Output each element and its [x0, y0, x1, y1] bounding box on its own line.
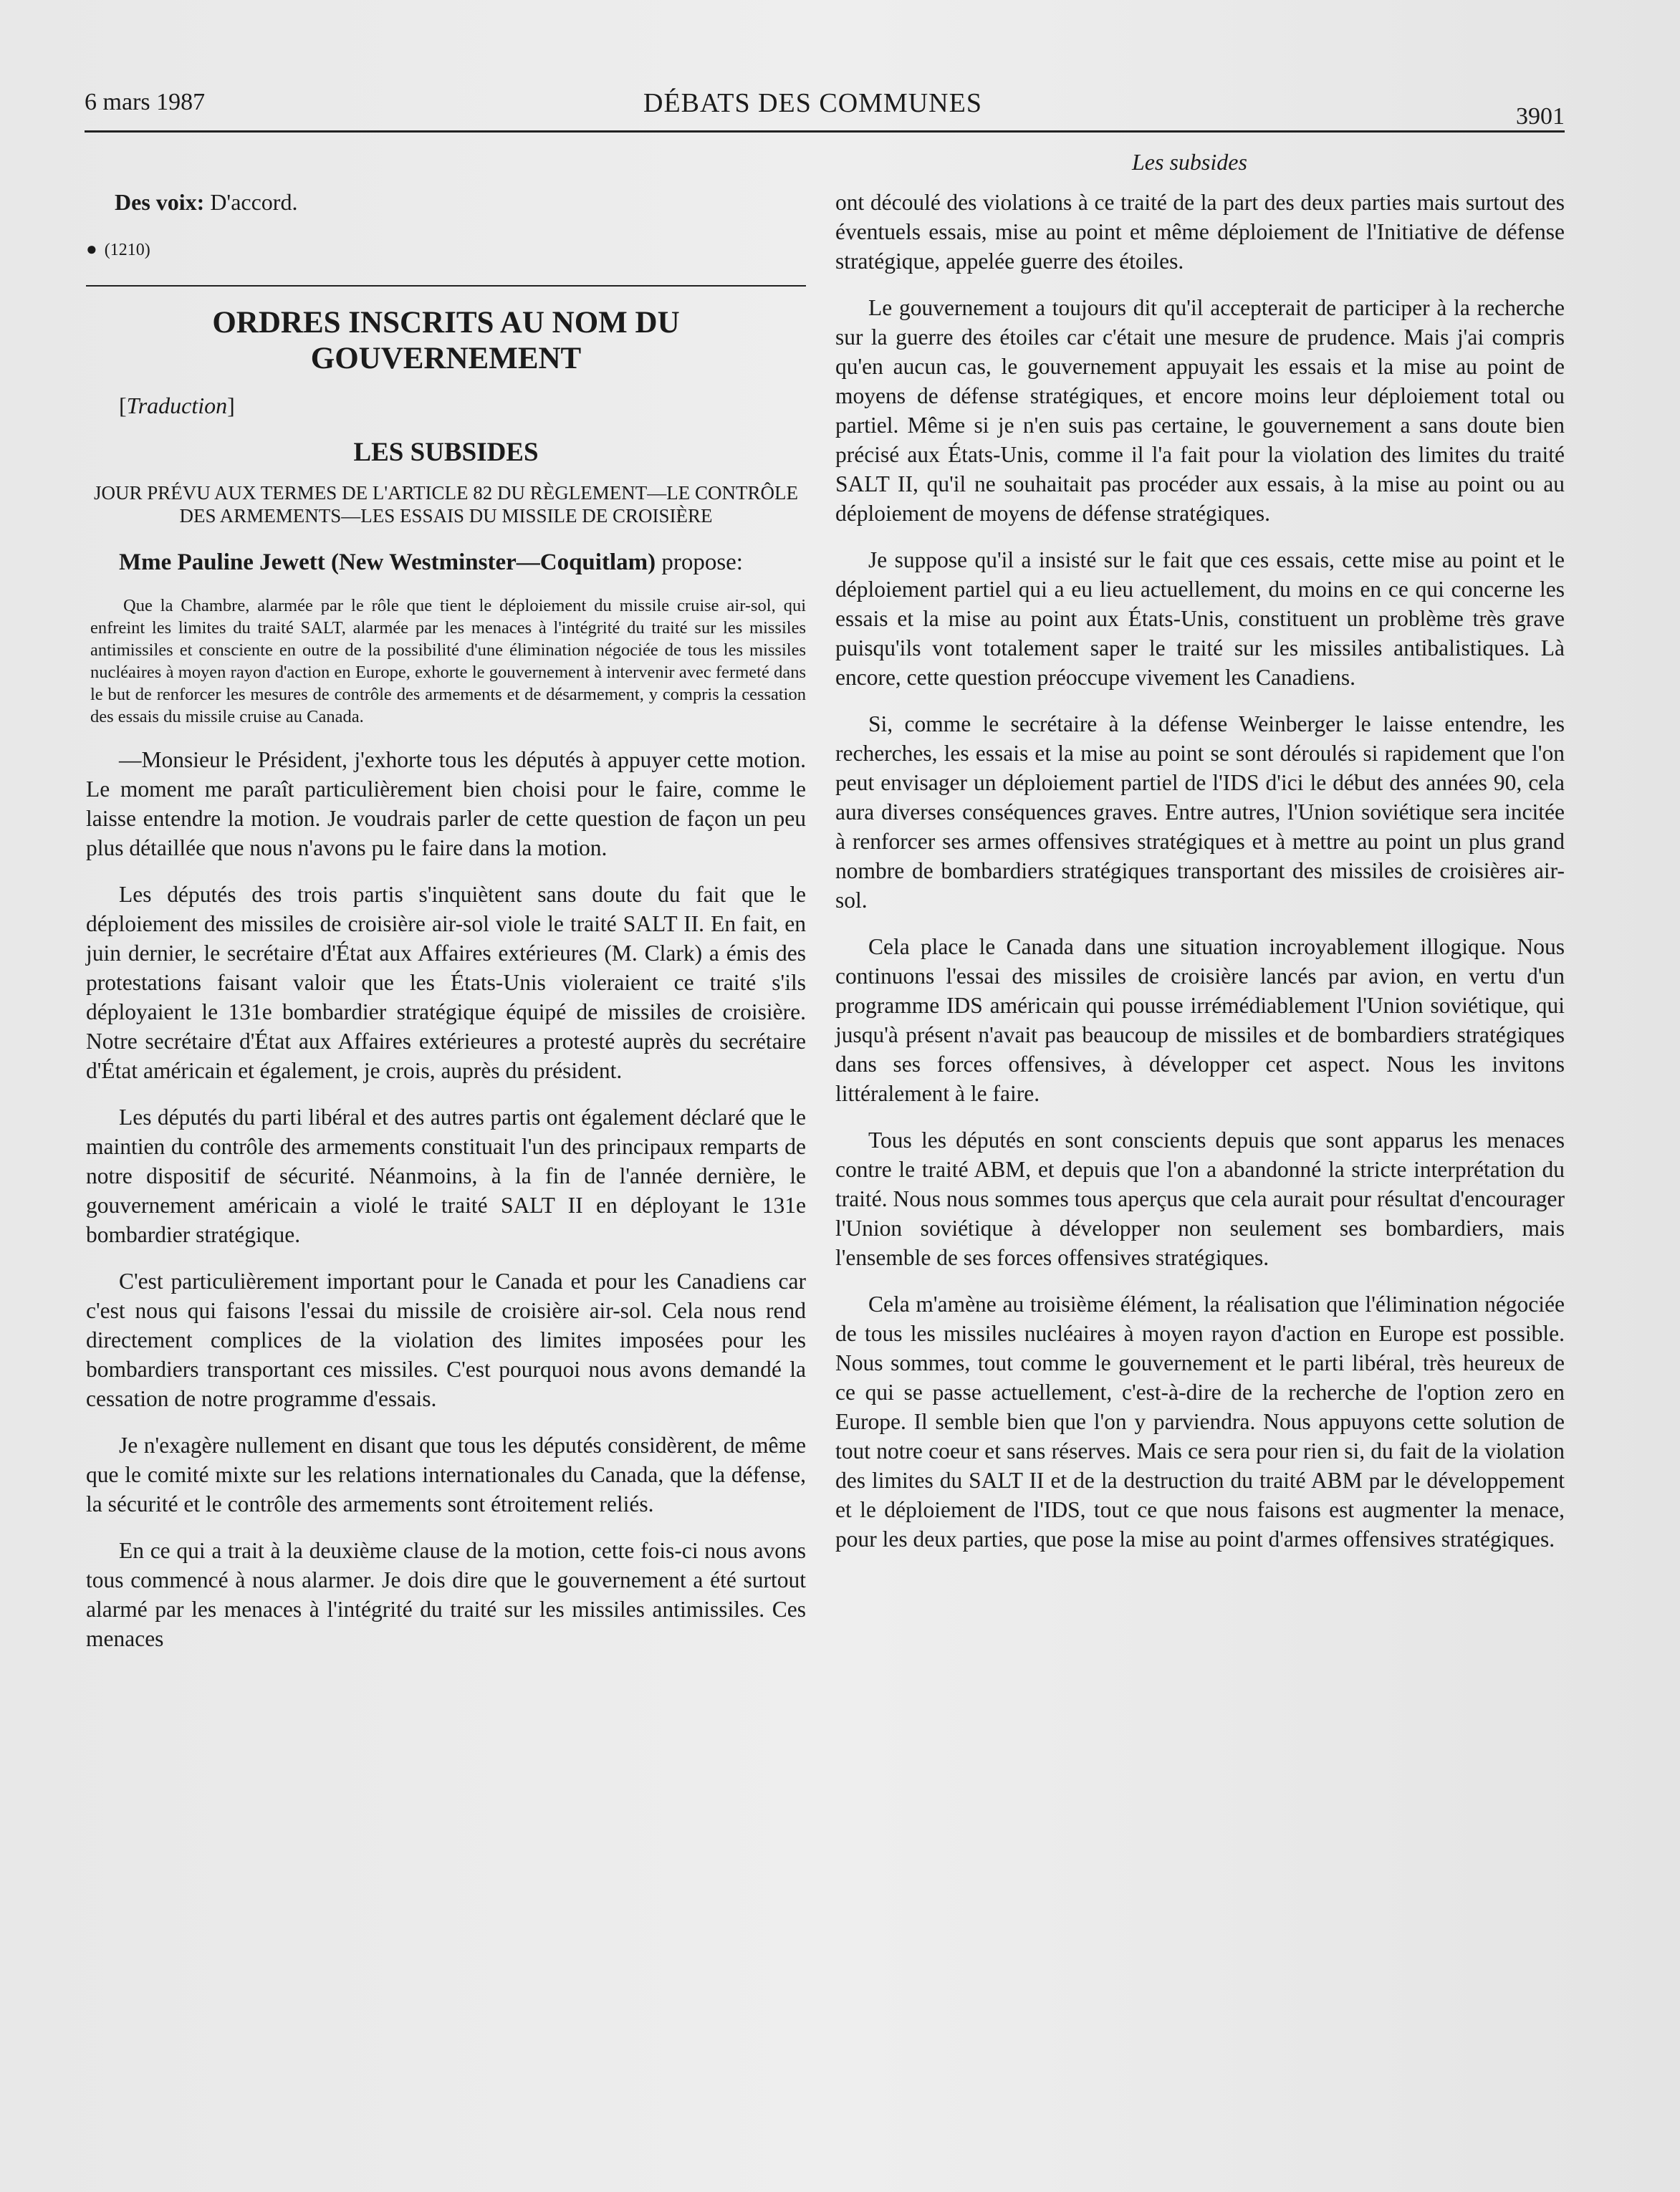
page-number: 3901	[1516, 103, 1565, 130]
paragraph: Cela place le Canada dans une situation incroyablement illogique. Nous continuons l'essai des missiles de croisière lancés par avion, en vertu d'un programme IDS américain qui pousse irrémédiablement l'Union soviétique, qui jusqu'à présent n'avait pas beaucoup de missiles et de bombardiers stratégiques dans ses forces offensives, à développer cet aspect. Nous les invitons littéralement à le faire.	[835, 934, 1565, 1106]
paragraph: Le gouvernement a toujours dit qu'il accepterait de participer à la recherche sur la guerre des étoiles car c'était une mesure de prudence. Mais j'ai compris qu'en aucun cas, le gouvernement appuyait les essais et la mise au point de moyens de défense stratégiques, et encore moins leur déploiement total ou partiel. Même si je n'en suis pas certaine, le gouvernement a sans doute bien précisé aux États-Unis, comme il l'a fait pour la violation des limites du traité SALT II, qu'il ne souhaitait pas procéder aux essais, à la mise au point ou au déploiement de moyens de défense stratégiques.	[835, 295, 1565, 526]
paragraph: Les députés du parti libéral et des autres partis ont également déclaré que le maintien du contrôle des armements constituait l'un des principaux remparts de notre dispositif de sécurité. Néanmoins, à la fin de l'année dernière, le gouvernement américain a violé le traité SALT II en déployant le 131e bombardier stratégique.	[86, 1105, 806, 1247]
voices-speaker: Des voix:	[115, 189, 205, 215]
paragraph: Les députés des trois partis s'inquiètent sans doute du fait que le déploiement des missiles de croisière air-sol viole le traité SALT II. En fait, en juin dernier, le secrétaire d'État aux Affaires extérieures (M. Clark) a émis des protestations faisant valoir que les États-Unis violeraient ce traité s'ils déployaient le 131e bombardier stratégique équipé de missiles de croisière. Notre secrétaire d'État aux Affaires extérieures a protesté auprès du secrétaire d'État américain et également, je crois, auprès du président.	[86, 882, 806, 1083]
right-column	[835, 188, 1565, 1571]
bullet-icon: ●	[86, 239, 97, 259]
traduction-label: [Traduction]	[119, 393, 235, 418]
header-title: DÉBATS DES COMMUNES	[643, 88, 982, 118]
header-date: 6 mars 1987	[85, 89, 206, 115]
traduction-text: Traduction	[126, 393, 228, 418]
time-mark	[86, 234, 806, 265]
paragraph: Si, comme le secrétaire à la défense Weinberger le laisse entendre, les recherches, les essais et la mise au point se sont déroulés si rapidement que l'on peut envisager un déploiement partiel de l'IDS d'ici le début des années 90, cela aura diverses conséquences graves. Entre autres, l'Union soviétique sera incitée à renforcer ses armes offensives stratégiques et à mettre au point un plus grand nombre de bombardiers stratégiques transportant des missiles de croisières air-sol.	[835, 711, 1565, 913]
voices-line	[86, 188, 806, 217]
page-header	[85, 87, 1565, 133]
voices-text: D'accord.	[204, 189, 298, 215]
left-column	[86, 188, 806, 1671]
speaker-name: Mme Pauline Jewett (New Westminster—Coquitlam)	[119, 549, 656, 575]
section-heading: LES SUBSIDES	[353, 438, 539, 467]
time-mark-text: (1210)	[104, 241, 150, 259]
paragraph: —Monsieur le Président, j'exhorte tous les députés à appuyer cette motion. Le moment me paraît particulièrement bien choisi pour le faire, comme le laisse entendre la motion. Je voudrais parler de cette question de façon un peu plus détaillée que nous n'avons pu le faire dans la motion.	[86, 747, 806, 860]
paragraph: Tous les députés en sont conscients depuis que sont apparus les menaces contre le traité ABM, et depuis que l'on a abandonné la stricte interprétation du traité. Nous nous sommes tous aperçus que cela aurait pour résultat d'encourager l'Union soviétique à développer non seulement ses bombardiers, mais l'ensemble de ses forces offensives stratégiques.	[835, 1128, 1565, 1270]
section-divider	[86, 285, 806, 287]
paragraph: Cela m'amène au troisième élément, la réalisation que l'élimination négociée de tous les missiles nucléaires à moyen rayon d'action en Europe est possible. Nous sommes, tout comme le gouvernement et le parti libéral, très heureux de ce qui se passe actuellement, c'est-à-dire de la recherche de l'option zero en Europe. Il semble bien que l'on y parviendra. Nous appuyons cette solution de tout notre coeur et sans réserves. Mais ce sera pour rien si, du fait de la violation des limites du SALT II et de la destruction du traité ABM par le développement et le déploiement de l'IDS, tout ce que nous faisons est augmenter la menace, pour les deux parties, que pose la mise au point d'armes offensives stratégiques.	[835, 1292, 1565, 1552]
motion-text: Que la Chambre, alarmée par le rôle que tient le déploiement du missile cruise air-sol, qui enfreint les limites du traité SALT, alarmée par les menaces à l'intégrité du traité sur les missiles antimissiles et consciente en outre de la possibilité d'une élimination négociée de tous les missiles nucléaires à moyen rayon d'action en Europe, exhorte le gouvernement à intervenir avec fermeté dans le but de renforcer les mesures de contrôle des armements et de désarmement, y compris la cessation des essais du missile cruise au Canada.	[90, 596, 806, 726]
running-head: Les subsides	[1132, 149, 1247, 175]
paragraph: ont découlé des violations à ce traité de la part des deux parties mais surtout des éventuels essais, mise au point et même déploiement de l'Initiative de défense stratégique, appelée guerre des étoiles.	[835, 190, 1565, 274]
paragraph: Je n'exagère nullement en disant que tous les députés considèrent, de même que le comité mixte sur les relations internationales du Canada, que la défense, la sécurité et le contrôle des armements sont étroitement reliés.	[86, 1433, 806, 1516]
speaker-line	[86, 547, 806, 577]
paragraph: Je suppose qu'il a insisté sur le fait que ces essais, cette mise au point et le déploiement partiel qui a eu lieu actuellement, du moins en ce qui concerne les essais et la mise au point aux États-Unis, constituent un problème très grave puisqu'ils vont totalement saper le traité sur les missiles antibalistiques. Là encore, cette question préoccupe vivement les Canadiens.	[835, 547, 1565, 690]
paragraph: C'est particulièrement important pour le Canada et pour les Canadiens car c'est nous qui faisons l'essai du missile de croisière air-sol. Cela nous rend directement complices de la violation des limites imposées pour les bombardiers transportant ces missiles. C'est pourquoi nous avons demandé la cessation de notre programme d'essais.	[86, 1269, 806, 1411]
paragraph: En ce qui a trait à la deuxième clause de la motion, cette fois-ci nous avons tous commencé à nous alarmer. Je dois dire que le gouvernement a été surtout alarmé par les menaces à l'intégrité du traité sur les missiles antimissiles. Ces menaces	[86, 1538, 806, 1651]
orders-heading: ORDRES INSCRITS AU NOM DU GOUVERNEMENT	[212, 306, 680, 375]
speaker-verb: propose:	[656, 549, 743, 575]
subsection-heading: JOUR PRÉVU AUX TERMES DE L'ARTICLE 82 DU RÈGLEMENT—LE CONTRÔLE DES ARMEMENTS—LES ESSAIS DU MISSILE DE CROISIÈRE	[94, 482, 798, 527]
